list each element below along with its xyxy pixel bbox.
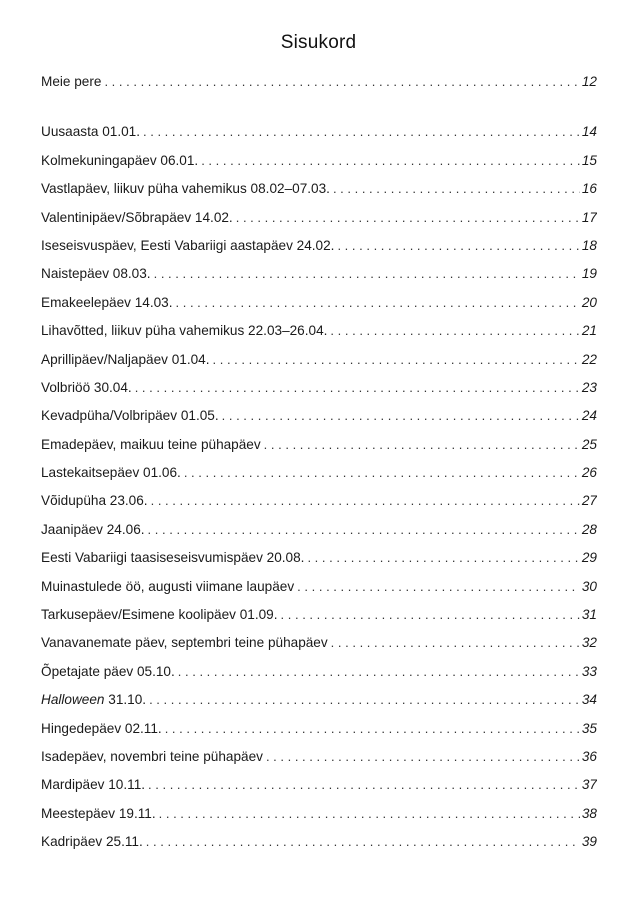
toc-entry-title [41, 72, 104, 92]
toc-entry[interactable] [41, 151, 597, 179]
page-title: Sisukord [280, 32, 357, 53]
dot-leader [330, 321, 579, 341]
toc-page-number: 14 [581, 124, 597, 140]
dot-leader [213, 350, 580, 370]
toc-entry-title [41, 406, 222, 426]
dot-leader [135, 378, 580, 398]
toc-entry-title [41, 151, 201, 171]
toc-entry[interactable] [41, 775, 597, 803]
toc-page-number: 17 [581, 209, 597, 225]
toc-entry[interactable] [41, 491, 597, 519]
toc-page-number: 31 [581, 607, 597, 623]
toc-entry-title [41, 122, 143, 142]
toc-page-number: 33 [581, 663, 597, 679]
toc-entry-title [41, 236, 337, 256]
toc-entry[interactable] [41, 236, 597, 264]
dot-leader [149, 690, 580, 710]
toc-page-number: 21 [581, 323, 597, 339]
dot-leader [159, 804, 580, 824]
toc-entry-title-text: Hingedepäev 02.11. [41, 720, 162, 736]
toc-entry[interactable] [41, 406, 597, 434]
toc-page-number: 29 [581, 550, 597, 566]
dot-leader [281, 605, 580, 625]
toc-page-number: 22 [581, 351, 597, 367]
dot-leader [151, 491, 580, 511]
dot-leader [297, 577, 580, 597]
dot-leader [266, 747, 580, 767]
toc-entry[interactable] [41, 208, 597, 236]
toc-entry-title-text: Võidupüha 23.06. [41, 493, 148, 509]
toc-entry[interactable] [41, 293, 597, 321]
toc-entry-title [41, 804, 159, 824]
toc-entry-title-text: Aprillipäev/Naljapäev 01.04. [41, 351, 210, 367]
toc-entry-title-text: Vastlapäev, liikuv püha vahemikus 08.02–07.03. [41, 181, 330, 197]
toc-page-number: 28 [581, 521, 597, 537]
dot-leader [222, 406, 580, 426]
toc-page-number: 37 [581, 777, 597, 793]
dot-leader [333, 179, 580, 199]
toc-entry-title-text: Lihavõtted, liikuv püha vahemikus 22.03–26.04. [41, 323, 328, 339]
dot-leader [264, 435, 580, 455]
toc-entry[interactable] [41, 350, 597, 378]
toc-entry[interactable] [41, 832, 597, 860]
toc-entry-title-text: Naistepäev 08.03. [41, 266, 151, 282]
toc-entry-title-text: Valentinipäev/Sõbrapäev 14.02. [41, 209, 233, 225]
toc-page-number: 36 [581, 748, 597, 764]
dot-leader [331, 633, 580, 653]
toc-entry[interactable] [41, 435, 597, 463]
toc-entry-title [41, 605, 281, 625]
toc-page-number: 34 [581, 692, 597, 708]
toc-entry-title [41, 747, 266, 767]
toc-entry-title-text: Jaanipäev 24.06. [41, 521, 145, 537]
toc-page-number: 26 [581, 465, 597, 481]
toc-page-number: 32 [581, 635, 597, 651]
toc-entry-title-text: Meestepäev 19.11. [41, 805, 156, 821]
toc-entry-title-text: Tarkusepäev/Esimene koolipäev 01.09. [41, 607, 278, 623]
toc-page-number: 18 [581, 237, 597, 253]
toc-entry-title [41, 491, 151, 511]
toc-entry[interactable] [41, 378, 597, 406]
dot-leader [307, 548, 579, 568]
toc-entry-title-text: Meie pere [41, 74, 102, 89]
dot-leader [236, 208, 580, 228]
toc-entry-title-text: Mardipäev 10.11. [41, 777, 146, 793]
toc-entry[interactable] [41, 520, 597, 548]
toc-entry-title [41, 293, 176, 313]
toc-entry[interactable] [41, 264, 597, 292]
toc-entry-title-text: Kolmekuningapäev 06.01. [41, 152, 199, 168]
toc-page-number: 30 [581, 578, 597, 594]
toc-entry-title [41, 435, 264, 455]
toc-entry-title-italic: Halloween [41, 692, 105, 708]
dot-leader [201, 151, 580, 171]
toc-entry[interactable] [41, 179, 597, 207]
toc-entry-title [41, 690, 149, 710]
toc-entry-title-text: Kevadpüha/Volbripäev 01.05. [41, 408, 219, 424]
toc-entry[interactable] [41, 747, 597, 775]
toc-entry[interactable] [41, 719, 597, 747]
toc-entry[interactable] [41, 690, 597, 718]
toc-entry[interactable] [41, 72, 597, 100]
toc-entry-title-text: Iseseisvuspäev, Eesti Vabariigi aastapäev 24.02. [41, 237, 335, 253]
toc-entry-title [41, 832, 146, 852]
dot-leader [148, 775, 580, 795]
toc-page-number: 39 [581, 834, 597, 850]
dot-leader [146, 832, 580, 852]
toc-entry-title [41, 577, 297, 597]
toc-entry[interactable] [41, 321, 597, 349]
toc-page-number: 38 [581, 805, 597, 821]
toc-page-number: 12 [581, 74, 597, 89]
toc-entry[interactable] [41, 463, 597, 491]
toc-entry-title [41, 321, 330, 341]
toc-entry-title [41, 179, 333, 199]
dot-leader [176, 293, 580, 313]
toc-page-number: 15 [581, 152, 597, 168]
toc-entry-title [41, 548, 307, 568]
toc-entry-title-text: Uusaasta 01.01. [41, 124, 140, 140]
dot-leader [148, 520, 580, 540]
toc-entry[interactable] [41, 548, 597, 576]
dot-leader [154, 264, 580, 284]
dot-leader [143, 122, 580, 142]
toc-entry-title [41, 719, 165, 739]
toc-entry-title [41, 662, 178, 682]
toc-entry-title-text: Vanavanemate päev, septembri teine pühapäev [41, 635, 328, 651]
toc-entry-title [41, 633, 331, 653]
toc-entry-title [41, 378, 135, 398]
toc-page-number: 23 [581, 379, 597, 395]
toc-page-number: 25 [581, 436, 597, 452]
dot-leader [165, 719, 580, 739]
toc-entry-title-text: Isadepäev, novembri teine pühapäev [41, 748, 263, 764]
toc-entry-title-text: Kadripäev 25.11. [41, 834, 143, 850]
toc-entry-title [41, 264, 154, 284]
table-of-contents [41, 72, 597, 861]
toc-entry-title [41, 520, 148, 540]
dot-leader [178, 662, 580, 682]
toc-entry-title-text: Emakeelepäev 14.03. [41, 294, 173, 310]
toc-entry[interactable] [41, 577, 597, 605]
toc-page-number: 35 [581, 720, 597, 736]
toc-entry[interactable] [41, 804, 597, 832]
dot-leader [104, 72, 579, 92]
toc-page-number: 19 [581, 266, 597, 282]
toc-entry-title-text: Eesti Vabariigi taasiseseisvumispäev 20.08. [41, 550, 305, 566]
toc-entry-title [41, 463, 184, 483]
toc-entry-title-text: Emadepäev, maikuu teine pühapäev [41, 436, 261, 452]
toc-entry-title [41, 208, 236, 228]
toc-entry-title [41, 775, 148, 795]
toc-entry[interactable] [41, 633, 597, 661]
toc-entry[interactable] [41, 605, 597, 633]
toc-entry-title [41, 350, 213, 370]
toc-entry[interactable] [41, 122, 597, 150]
toc-page-number: 27 [581, 493, 597, 509]
toc-entry-title-text: Muinastulede öö, augusti viimane laupäev [41, 578, 295, 594]
dot-leader [337, 236, 579, 256]
dot-leader [184, 463, 580, 483]
toc-entry-title-text: Volbriöö 30.04. [41, 379, 132, 395]
toc-page-number: 16 [581, 181, 597, 197]
toc-entry-title-text: Lastekaitsepäev 01.06. [41, 465, 181, 481]
toc-page-number: 24 [581, 408, 597, 424]
toc-page-number: 20 [581, 294, 597, 310]
toc-entry-title-text: Õpetajate päev 05.10. [41, 663, 175, 679]
toc-entry-title-text: 31.10. [104, 692, 147, 708]
toc-entry[interactable] [41, 662, 597, 690]
